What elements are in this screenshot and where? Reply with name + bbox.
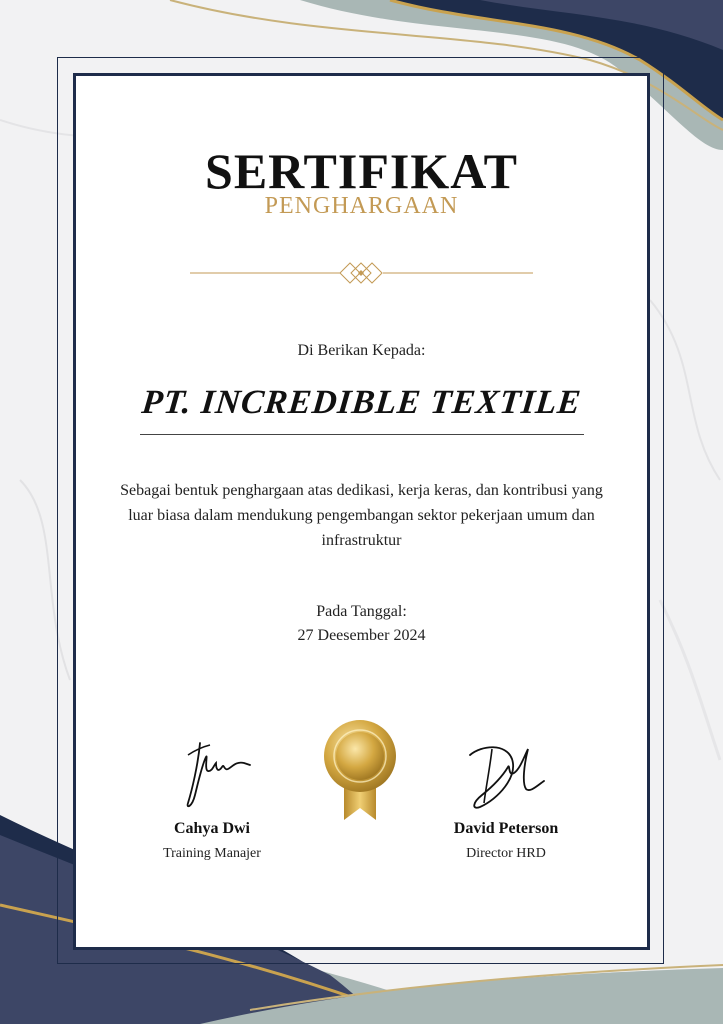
award-description: Sebagai bentuk penghargaan atas dedikasi, kerja keras, dan kontribusi yang luar biasa dalam mendukung pengembangan sektor pekerjaan umum dan infrastruktur	[120, 482, 603, 549]
certificate-subtitle: PENGHARGAAN	[264, 193, 459, 219]
signatory-role-right: Director HRD	[466, 846, 546, 861]
signatory-name-right: David Peterson	[453, 820, 559, 837]
recipient-underline	[140, 434, 584, 435]
certificate-title: SERTIFIKAT	[205, 143, 518, 199]
given-to-label: Di Berikan Kepada:	[297, 342, 426, 359]
date-value: 27 Deesember 2024	[297, 627, 426, 644]
signatory-name-left: Cahya Dwi	[173, 820, 250, 837]
gold-medal-icon	[322, 718, 398, 822]
signature-left	[178, 735, 258, 815]
diamond-divider-icon	[190, 262, 533, 284]
recipient-name: PT. INCREDIBLE TEXTILE	[139, 384, 584, 421]
date-label: Pada Tanggal:	[316, 603, 407, 620]
signatory-role-left: Training Manajer	[163, 846, 261, 861]
signature-right	[462, 737, 552, 813]
